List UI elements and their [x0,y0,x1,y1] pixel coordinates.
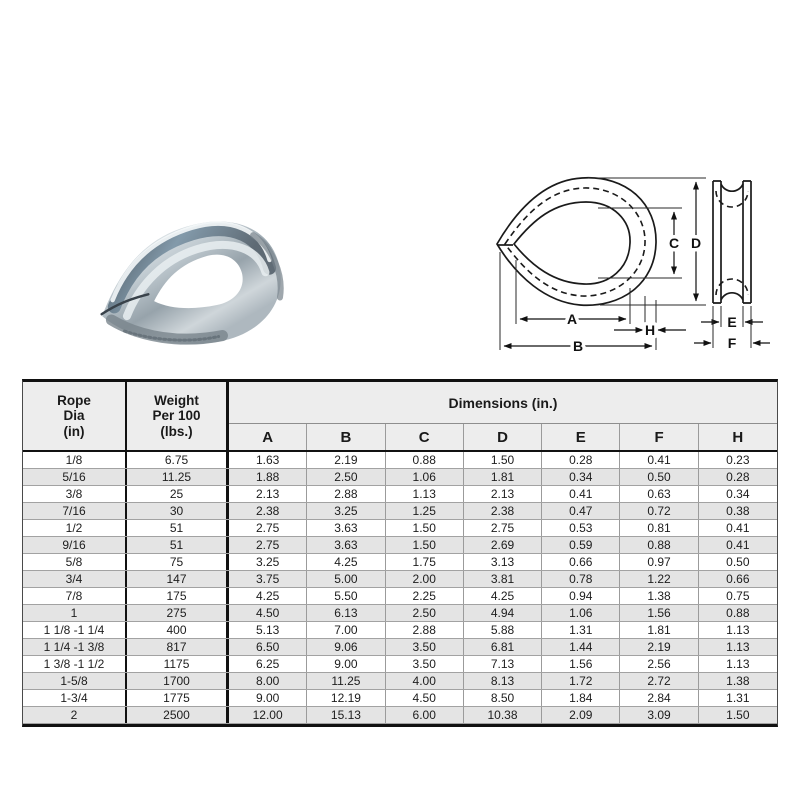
dimension-cell: 1.56 [620,605,698,621]
dimension-cell: 2.56 [620,656,698,672]
table-row [23,639,777,656]
dimension-cell: 1.38 [726,674,750,688]
weight-header-line2: Per 100 [152,408,201,424]
dimension-cell: 1.22 [620,571,698,587]
table-row [23,520,777,537]
dimension-cell: 0.38 [726,504,750,518]
dimension-cell: 2.25 [386,588,464,604]
dimension-cell: 1.72 [542,673,620,689]
weight-cell: 6.75 [127,452,229,468]
table-row [23,588,777,605]
dimension-cell: 2.69 [464,537,542,553]
dim-label-E: E [727,314,737,330]
dimension-cell: 4.25 [229,588,307,604]
dimension-cell: 7.00 [307,622,385,638]
table-row [23,571,777,588]
dimension-cell: 2.75 [229,537,307,553]
dimension-cell: 1.06 [386,469,464,485]
dimension-cell: 7.13 [464,656,542,672]
dimension-cell: 0.50 [620,469,698,485]
dimension-cell: 9.00 [307,656,385,672]
dimension-cell: 4.25 [307,554,385,570]
dimension-cell: 4.00 [386,673,464,689]
weight-cell: 147 [127,571,229,587]
dim-B [500,252,652,354]
dimension-cell: 1.50 [726,708,750,722]
cross-section [713,181,751,303]
dimension-cell: 6.81 [464,639,542,655]
rope-dia-cell: 2 [23,707,127,723]
dimension-cell: 3.63 [307,537,385,553]
dimensions-header: Dimensions (in.) [229,382,777,424]
weight-cell: 2500 [127,707,229,723]
dimension-cell: 12.00 [229,707,307,723]
dimension-cell: 2.19 [307,452,385,468]
dimension-cell: 2.88 [307,486,385,502]
weight-cell: 1775 [127,690,229,706]
dimension-cell: 1.25 [386,503,464,519]
dimension-cell: 0.41 [542,486,620,502]
weight-cell: 1175 [127,656,229,672]
weight-cell: 11.25 [127,469,229,485]
dimension-cell: 3.63 [307,520,385,536]
section-bottom-groove [721,293,743,300]
dimension-cell: 1.13 [726,640,750,654]
dimension-cell: 1.88 [229,469,307,485]
rope-dia-cell: 1 3/8 -1 1/2 [23,656,127,672]
dimension-cell: 1.50 [464,452,542,468]
dimension-cell: 1.50 [386,537,464,553]
dimension-cell: 0.53 [542,520,620,536]
dimension-cell: 2.00 [386,571,464,587]
top-section [0,0,800,378]
table-row [23,554,777,571]
section-top-groove [721,184,743,191]
dimension-cell: 2.19 [620,639,698,655]
rope-dia-header-line1: Rope [57,392,91,408]
dimension-cell: 0.41 [726,538,750,552]
dimension-cell: 2.75 [229,520,307,536]
col-header-B: B [307,424,385,450]
weight-header-line1: Weight [154,392,199,408]
dimension-cell: 2.09 [542,707,620,723]
dimension-cell: 2.88 [386,622,464,638]
dimension-cell: 1.44 [542,639,620,655]
dimension-cell: 1.75 [386,554,464,570]
dimension-cell: 0.88 [726,606,750,620]
dimension-cell: 1.13 [726,657,750,671]
dimension-cell: 0.66 [542,554,620,570]
dimension-cell: 1.31 [542,622,620,638]
weight-cell: 25 [127,486,229,502]
dimension-cell: 0.88 [386,452,464,468]
dim-A [516,260,630,327]
rope-dia-cell: 9/16 [23,537,127,553]
table-row [23,469,777,486]
dimension-cell: 5.50 [307,588,385,604]
dimension-cell: 2.13 [464,486,542,502]
col-header-F: F [620,424,698,450]
dim-E [701,306,763,330]
dimension-cell: 0.28 [542,452,620,468]
dimension-cell: 6.13 [307,605,385,621]
table-row [23,656,777,673]
dimension-cell: 2.38 [464,503,542,519]
dimension-cell: 2.50 [386,605,464,621]
rope-dia-cell: 1-5/8 [23,673,127,689]
inner-outline [514,202,630,284]
dim-D [588,178,706,305]
dimension-subheader-row [229,424,777,450]
col-header-C: C [386,424,464,450]
thimble-diagram [497,178,770,354]
dim-label-D: D [690,235,702,251]
rope-dia-header-line3: (in) [63,423,85,439]
dimension-cell: 3.25 [307,503,385,519]
rope-dia-cell: 7/16 [23,503,127,519]
rope-dia-cell: 1/8 [23,452,127,468]
rope-dia-cell: 3/8 [23,486,127,502]
table-row [23,673,777,690]
dimension-cell: 0.97 [620,554,698,570]
dimension-cell: 0.47 [542,503,620,519]
spec-table [22,379,778,727]
weight-cell: 175 [127,588,229,604]
dimension-cell: 1.50 [386,520,464,536]
dimension-cell: 6.25 [229,656,307,672]
rope-dia-header [23,382,127,450]
dimension-cell: 6.50 [229,639,307,655]
rope-dia-cell: 1 1/4 -1 3/8 [23,639,127,655]
table-row [23,690,777,707]
dim-H [614,296,686,350]
dimension-cell: 0.75 [726,589,750,603]
dimension-cell: 8.00 [229,673,307,689]
dimension-cell: 0.63 [620,486,698,502]
rope-dia-cell: 1 [23,605,127,621]
table-row [23,452,777,469]
weight-cell: 51 [127,537,229,553]
col-header-H: H [732,428,744,446]
dimension-cell: 0.41 [620,452,698,468]
dimension-cell: 2.50 [307,469,385,485]
dimension-cell: 4.25 [464,588,542,604]
rope-dia-cell: 1-3/4 [23,690,127,706]
rope-dia-cell: 3/4 [23,571,127,587]
dimension-cell: 0.41 [726,521,750,535]
table-row [23,503,777,520]
dimension-cell: 0.94 [542,588,620,604]
dimension-cell: 2.72 [620,673,698,689]
table-row [23,486,777,503]
table-row [23,622,777,639]
dimension-cell: 2.13 [229,486,307,502]
dimension-cell: 5.00 [307,571,385,587]
col-header-A: A [229,424,307,450]
dimension-cell: 0.23 [726,453,750,467]
weight-cell: 275 [127,605,229,621]
thimble-photo [86,207,294,368]
dimension-cell: 0.66 [726,572,750,586]
dimension-cell: 3.50 [386,656,464,672]
dimension-cell: 1.13 [726,623,750,637]
table-row [23,537,777,554]
dimension-cell: 3.81 [464,571,542,587]
rope-dia-cell: 5/8 [23,554,127,570]
dimension-cell: 6.00 [386,707,464,723]
dim-C [598,208,682,278]
dimension-cell: 9.00 [229,690,307,706]
rope-dia-header-line2: Dia [63,408,85,424]
dimension-cell: 1.56 [542,656,620,672]
rope-dia-cell: 5/16 [23,469,127,485]
dimension-cell: 0.78 [542,571,620,587]
weight-cell: 51 [127,520,229,536]
dimension-cell: 0.81 [620,520,698,536]
weight-header [127,382,229,450]
dimension-cell: 4.94 [464,605,542,621]
table-header [23,382,777,452]
rope-dia-cell: 1/2 [23,520,127,536]
dimension-cell: 3.13 [464,554,542,570]
dimension-cell: 4.50 [229,605,307,621]
dimension-cell: 3.09 [620,707,698,723]
dimension-cell: 0.34 [726,487,750,501]
outer-outline [497,178,656,305]
dim-label-B: B [572,338,584,354]
dimension-cell: 1.38 [620,588,698,604]
dimension-cell: 9.06 [307,639,385,655]
dimension-cell: 3.25 [229,554,307,570]
top-graphics [0,0,800,378]
dimension-cell: 10.38 [464,707,542,723]
dimension-cell: 5.88 [464,622,542,638]
dimension-cell: 1.81 [464,469,542,485]
dimension-cell: 1.84 [542,690,620,706]
dimension-cell: 0.28 [726,470,750,484]
dimension-cell: 8.50 [464,690,542,706]
dimension-cell: 3.75 [229,571,307,587]
dimension-cell: 8.13 [464,673,542,689]
weight-cell: 1700 [127,673,229,689]
dimension-cell: 1.31 [726,691,750,705]
dimension-cell: 0.34 [542,469,620,485]
rope-dia-cell: 1 1/8 -1 1/4 [23,622,127,638]
weight-header-line3: (lbs.) [160,423,193,439]
dimension-cell: 2.84 [620,690,698,706]
table-row [23,707,777,724]
dim-label-F: F [727,335,737,351]
dimension-cell: 0.59 [542,537,620,553]
dimension-cell: 0.88 [620,537,698,553]
dimension-cell: 1.81 [620,622,698,638]
dimension-cell: 11.25 [307,673,385,689]
weight-cell: 817 [127,639,229,655]
dimension-cell: 2.75 [464,520,542,536]
dimension-cell: 4.50 [386,690,464,706]
dimension-cell: 1.13 [386,486,464,502]
dim-label-H: H [644,322,656,338]
weight-cell: 400 [127,622,229,638]
dimension-cell: 12.19 [307,690,385,706]
dimension-cell: 3.50 [386,639,464,655]
weight-cell: 30 [127,503,229,519]
dimension-cell: 0.50 [726,555,750,569]
dimension-cell: 15.13 [307,707,385,723]
weight-cell: 75 [127,554,229,570]
dimension-cell: 5.13 [229,622,307,638]
dim-label-A: A [566,311,578,327]
dimension-cell: 1.63 [229,452,307,468]
col-header-D: D [464,424,542,450]
dimension-cell: 2.38 [229,503,307,519]
dimension-cell: 0.72 [620,503,698,519]
dim-label-C: C [668,235,680,251]
col-header-E: E [542,424,620,450]
table-row [23,605,777,622]
dimension-cell: 1.06 [542,605,620,621]
rope-dia-cell: 7/8 [23,588,127,604]
table-body [23,452,777,724]
